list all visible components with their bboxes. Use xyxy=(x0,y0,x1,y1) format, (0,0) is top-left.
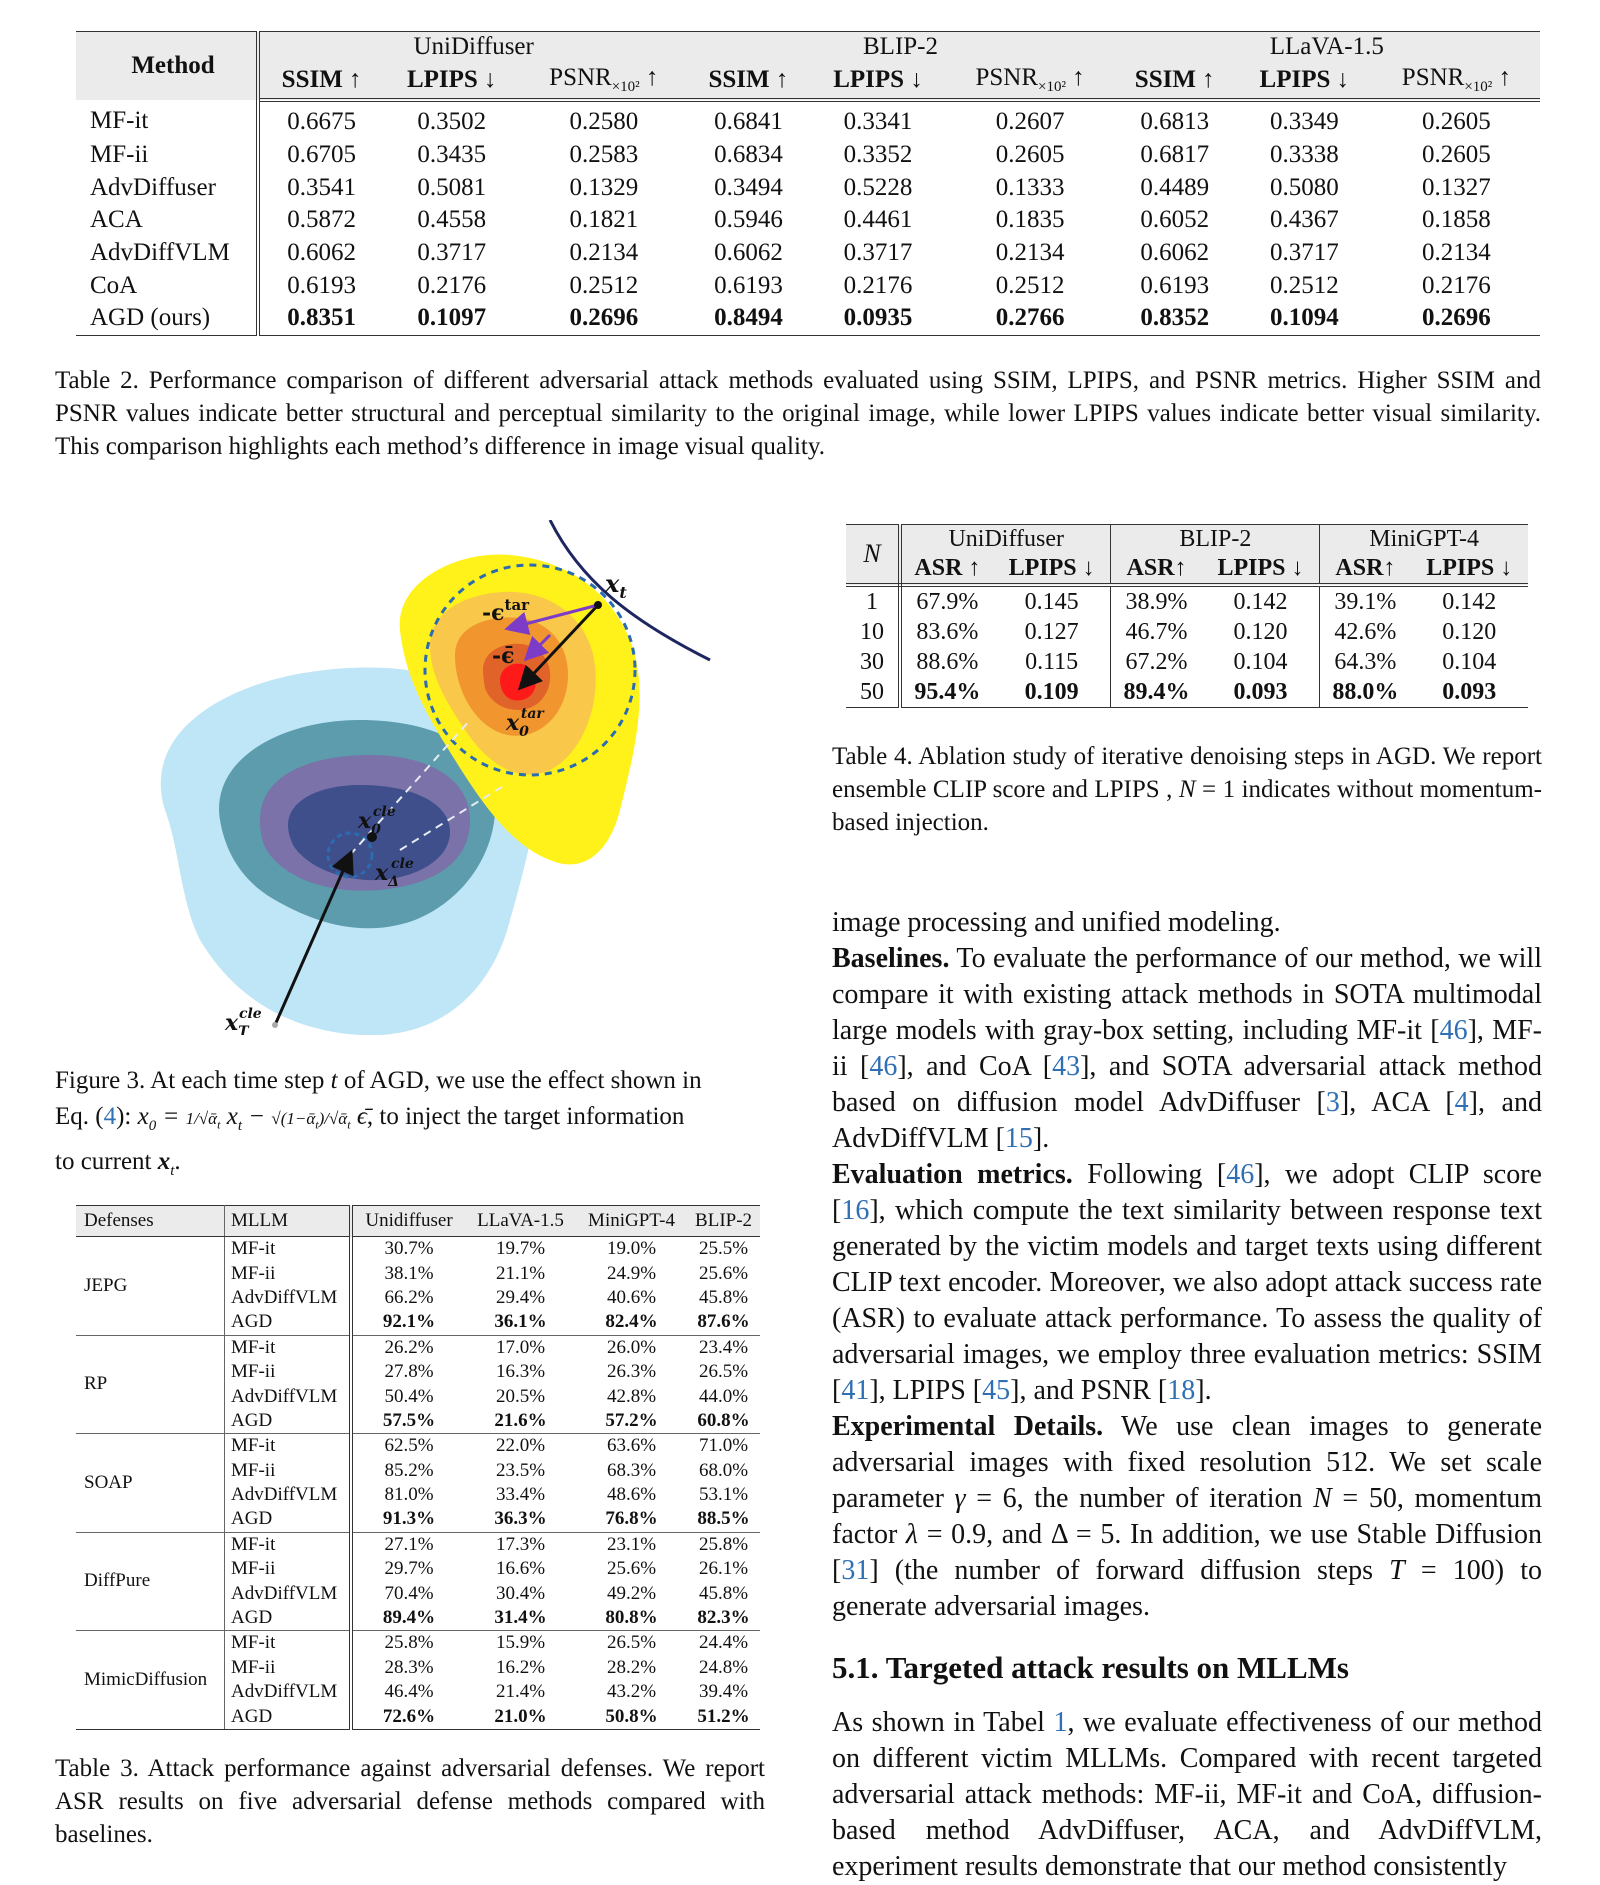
mllm-cell: AGD xyxy=(225,1507,352,1532)
value-cell: 66.2% xyxy=(384,1286,434,1308)
value-cell: 0.8494 xyxy=(687,302,809,335)
group-header: BLIP-2 xyxy=(1111,525,1320,554)
col-header-ssim: SSIM ↑ xyxy=(687,62,809,100)
mllm-cell: MF-it xyxy=(225,1532,352,1557)
value-cell: 15.9% xyxy=(495,1632,546,1654)
value-cell: 82.4% xyxy=(576,1310,687,1335)
paragraph-evaluation: Evaluation metrics. Following [46], we adopt CLIP score [16], which compute the text similarity between response text generated by the victim models and target texts using different CLIP text encoder. Moreover, we also adopt attack success rate (ASR) to evaluate attack performance. To assess the quality of adversarial images, we employ three evaluation metrics: SSIM [41], LPIPS [45], and PSNR [18]. xyxy=(832,1159,1542,1406)
table-4 xyxy=(846,524,1528,708)
value-cell: 0.5228 xyxy=(843,173,913,201)
value-cell: 0.6193 xyxy=(1140,271,1210,299)
col-header-psnr: $PSNR_{\times 10^2}$ ↑ xyxy=(947,62,1114,100)
mllm-cell: AGD xyxy=(225,1606,352,1631)
mllm-cell: AGD xyxy=(225,1310,352,1335)
value-cell: 0.3338 xyxy=(1269,141,1339,169)
value-cell: 45.8% xyxy=(699,1582,749,1604)
col-header-asr: ASR ↑ xyxy=(900,553,993,585)
value-cell: 28.2% xyxy=(606,1656,657,1678)
value-cell: 26.5% xyxy=(606,1632,657,1654)
col-header-defenses: Defenses xyxy=(76,1206,225,1237)
value-cell: 0.6062 xyxy=(287,239,356,267)
value-cell: 21.4% xyxy=(495,1681,546,1703)
value-cell: 21.6% xyxy=(465,1409,576,1434)
value-cell: 0.2605 xyxy=(995,141,1065,169)
value-cell: 42.8% xyxy=(606,1385,657,1407)
value-cell: 0.4489 xyxy=(1140,173,1210,201)
value-cell: 26.0% xyxy=(606,1336,657,1358)
value-cell: 0.2512 xyxy=(1269,271,1339,299)
mllm-cell: AdvDiffVLM xyxy=(225,1680,352,1704)
value-cell: 87.6% xyxy=(687,1310,760,1335)
defense-cell: DiffPure xyxy=(76,1532,225,1631)
equation: $x_0$ = 1/√ᾱ$_t$ $x_t$ − √(1−ᾱ$_t$)/√ᾱ$_t$ ϵ̄ xyxy=(137,1103,367,1134)
value-cell: 0.2605 xyxy=(1422,141,1491,169)
xt-point xyxy=(594,601,602,609)
table-2 xyxy=(76,31,1540,336)
value-cell: 0.1097 xyxy=(383,302,520,335)
value-cell: 36.1% xyxy=(465,1310,576,1335)
value-cell: 64.3% xyxy=(1334,648,1397,675)
col-header-ssim: SSIM ↑ xyxy=(1114,62,1236,100)
value-cell: 85.2% xyxy=(384,1459,434,1481)
value-cell: 0.120 xyxy=(1442,618,1497,645)
value-cell: 82.3% xyxy=(687,1606,760,1631)
label-xT: $x_Tcle$ xyxy=(225,1006,262,1035)
body-text: As shown in Tabel 1, we evaluate effectiveness of our method on different victim MLLMs. Compared with recent targeted adversarial attack methods: MF-ii, MF-it and CoA, diffusion-based method AdvDiffuser, ACA, and AdvDiffVLM, experiment results demonstrate that our method consistently xyxy=(832,1707,1542,1882)
mllm-cell: MF-ii xyxy=(225,1459,352,1483)
value-cell: 0.2580 xyxy=(569,108,639,136)
value-cell: 0.3352 xyxy=(843,141,913,169)
col-header-psnr: $PSNR_{\times 10^2}$ ↑ xyxy=(1373,62,1540,100)
value-cell: 23.5% xyxy=(495,1459,546,1481)
value-cell: 0.145 xyxy=(993,585,1111,617)
figure-3 xyxy=(110,520,720,1035)
col-header: LLaVA-1.5 xyxy=(465,1206,576,1237)
value-cell: 0.6193 xyxy=(714,271,783,299)
col-header-mllm: MLLM xyxy=(225,1206,352,1237)
value-cell: 29.4% xyxy=(495,1286,546,1308)
value-cell: 43.2% xyxy=(606,1681,657,1703)
value-cell: 0.2512 xyxy=(569,271,639,299)
table-row xyxy=(846,617,1528,647)
value-cell: 42.6% xyxy=(1334,618,1397,645)
label-xt: $x_t$ xyxy=(605,569,627,602)
value-cell: 0.8351 xyxy=(258,302,383,335)
value-cell: 40.6% xyxy=(606,1286,657,1308)
figure-3-caption: Figure 3. At each time step t of AGD, we use the effect shown in Eq. (4): $x_0$ = 1/√ᾱ$_t$ $x_t$ − √(1−ᾱ$_t$)/√ᾱ$_t$ ϵ̄, to inject the target information to current $x_t$. xyxy=(55,1067,702,1179)
method-cell: AGD (ours) xyxy=(76,302,258,335)
value-cell: 0.2605 xyxy=(1422,108,1491,136)
col-header-lpips: LPIPS ↓ xyxy=(1236,62,1373,100)
value-cell: 48.6% xyxy=(606,1484,657,1506)
mllm-cell: AdvDiffVLM xyxy=(225,1286,352,1310)
value-cell: 0.3435 xyxy=(417,141,487,169)
value-cell: 76.8% xyxy=(576,1507,687,1532)
value-cell: 81.0% xyxy=(384,1484,434,1506)
value-cell: 44.0% xyxy=(699,1385,749,1407)
value-cell: 0.109 xyxy=(993,677,1111,708)
paragraph: image processing and unified modeling. xyxy=(832,907,1281,938)
value-cell: 57.2% xyxy=(576,1409,687,1434)
value-cell: 0.4558 xyxy=(417,206,487,234)
value-cell: 0.2134 xyxy=(569,239,639,267)
value-cell: 16.3% xyxy=(495,1361,546,1383)
value-cell: 0.3349 xyxy=(1269,108,1339,136)
table-row xyxy=(76,269,1540,302)
value-cell: 50.8% xyxy=(576,1704,687,1729)
group-header: LLaVA-1.5 xyxy=(1114,32,1540,63)
value-cell: 24.4% xyxy=(699,1632,749,1654)
value-cell: 51.2% xyxy=(687,1704,760,1729)
value-cell: 39.1% xyxy=(1334,588,1397,615)
value-cell: 0.2512 xyxy=(995,271,1065,299)
value-cell: 80.8% xyxy=(576,1606,687,1631)
table-row xyxy=(76,204,1540,237)
method-cell: MF-ii xyxy=(76,139,258,172)
value-cell: 0.1858 xyxy=(1422,206,1491,234)
method-cell: AdvDiffVLM xyxy=(76,237,258,270)
value-cell: 19.7% xyxy=(495,1238,546,1260)
value-cell: 20.5% xyxy=(495,1385,546,1407)
value-cell: 17.3% xyxy=(495,1533,546,1555)
mllm-cell: MF-ii xyxy=(225,1656,352,1680)
col-header-ssim: SSIM ↑ xyxy=(258,62,383,100)
value-cell: 60.8% xyxy=(687,1409,760,1434)
n-header: N xyxy=(846,525,900,586)
table-row xyxy=(76,1335,760,1360)
group-header: MiniGPT-4 xyxy=(1320,525,1528,554)
value-cell: 0.6062 xyxy=(714,239,783,267)
table-row xyxy=(76,237,1540,270)
value-cell: 70.4% xyxy=(384,1582,434,1604)
paragraph-baselines: Baselines. To evaluate the performance of our method, we will compare it with existing attack methods in SOTA multimodal large models with gray-box setting, including MF-it [46], MF-ii [46], and CoA [43], and SOTA adversarial attack method based on diffusion model AdvDiffuser [3], ACA [4], and AdvDiffVLM [15]. xyxy=(832,943,1543,1154)
value-cell: 57.5% xyxy=(351,1409,465,1434)
paragraph-experimental: Experimental Details. We use clean images to generate adversarial images with fixed resolution 512. We set scale parameter γ = 6, the number of iteration N = 50, momentum factor λ = 0.9, and Δ = 5. In addition, we use Stable Diffusion [31] (the number of forward diffusion steps T = 100) to generate adversarial images. xyxy=(832,1411,1542,1622)
group-header: BLIP-2 xyxy=(687,32,1113,63)
value-cell: 0.8352 xyxy=(1114,302,1236,335)
value-cell: 89.4% xyxy=(1111,677,1202,708)
value-cell: 0.120 xyxy=(1202,617,1320,647)
col-header-lpips: LPIPS ↓ xyxy=(1411,553,1528,585)
value-cell: 21.0% xyxy=(465,1704,576,1729)
value-cell: 0.2176 xyxy=(843,271,913,299)
method-cell: AdvDiffuser xyxy=(76,171,258,204)
value-cell: 0.1333 xyxy=(995,173,1065,201)
value-cell: 0.093 xyxy=(1202,677,1320,708)
value-cell: 23.4% xyxy=(699,1336,749,1358)
value-cell: 50.4% xyxy=(384,1385,434,1407)
value-cell: 25.6% xyxy=(606,1558,657,1580)
value-cell: 88.5% xyxy=(687,1507,760,1532)
mllm-cell: MF-ii xyxy=(225,1360,352,1384)
col-header: BLIP-2 xyxy=(687,1206,760,1237)
value-cell: 91.3% xyxy=(351,1507,465,1532)
value-cell: 95.4% xyxy=(900,677,993,708)
table-3 xyxy=(76,1205,760,1730)
label-x0-tar: $x_0tar$ xyxy=(506,706,544,740)
defense-cell: MimicDiffusion xyxy=(76,1631,225,1730)
value-cell: 0.5946 xyxy=(714,206,783,234)
value-cell: 24.8% xyxy=(699,1656,749,1678)
value-cell: 27.1% xyxy=(384,1533,434,1555)
value-cell: 25.6% xyxy=(699,1262,749,1284)
mllm-cell: MF-it xyxy=(225,1335,352,1360)
value-cell: 16.2% xyxy=(495,1656,546,1678)
value-cell: 68.3% xyxy=(606,1459,657,1481)
n-cell: 30 xyxy=(846,647,900,677)
value-cell: 19.0% xyxy=(606,1238,657,1260)
defense-cell: RP xyxy=(76,1335,225,1434)
value-cell: 38.9% xyxy=(1125,588,1188,615)
col-header-asr: ASR↑ xyxy=(1320,553,1411,585)
label-x0-cle: $x_0cle$ xyxy=(358,804,396,838)
table-2-caption: Table 2. Performance comparison of different adversarial attack methods evaluated using SSIM, LPIPS, and PSNR metrics. Higher SSIM and PSNR values indicate better structural and perceptual similarity to the original image, while lower LPIPS values indicate better visual similarity. This comparison highlights each method’s difference in image visual quality. xyxy=(55,367,1541,460)
value-cell: 49.2% xyxy=(606,1582,657,1604)
value-cell: 27.8% xyxy=(384,1361,434,1383)
value-cell: 0.3502 xyxy=(417,108,487,136)
value-cell: 0.6705 xyxy=(287,141,356,169)
xT-point xyxy=(272,1022,278,1028)
red-core xyxy=(500,664,536,701)
value-cell: 0.142 xyxy=(1442,588,1497,615)
value-cell: 67.2% xyxy=(1125,648,1188,675)
value-cell: 0.2583 xyxy=(569,141,639,169)
value-cell: 0.4367 xyxy=(1269,206,1339,234)
value-cell: 0.6193 xyxy=(287,271,356,299)
value-cell: 0.2696 xyxy=(520,302,687,335)
value-cell: 68.0% xyxy=(699,1459,749,1481)
defense-cell: JEPG xyxy=(76,1237,225,1336)
value-cell: 0.6062 xyxy=(1140,239,1210,267)
group-header: UniDiffuser xyxy=(258,32,687,63)
value-cell: 0.093 xyxy=(1411,677,1528,708)
value-cell: 62.5% xyxy=(384,1435,434,1457)
value-cell: 0.3717 xyxy=(417,239,487,267)
table-row xyxy=(76,1237,760,1262)
method-cell: CoA xyxy=(76,269,258,302)
table-row xyxy=(76,139,1540,172)
method-cell: MF-it xyxy=(76,100,258,139)
n-cell: 10 xyxy=(846,617,900,647)
mllm-cell: AdvDiffVLM xyxy=(225,1483,352,1507)
value-cell: 0.3717 xyxy=(843,239,913,267)
value-cell: 88.6% xyxy=(916,648,979,675)
group-header: UniDiffuser xyxy=(900,525,1111,554)
value-cell: 0.3717 xyxy=(1269,239,1339,267)
value-cell: 26.5% xyxy=(699,1361,749,1383)
value-cell: 0.0935 xyxy=(810,302,947,335)
table-row xyxy=(846,677,1528,708)
label-x-delta: $x_\Delta cle$ xyxy=(375,856,414,890)
value-cell: 25.8% xyxy=(384,1632,434,1654)
value-cell: 0.2134 xyxy=(1422,239,1491,267)
mllm-cell: MF-ii xyxy=(225,1261,352,1285)
value-cell: 33.4% xyxy=(495,1484,546,1506)
value-cell: 16.6% xyxy=(495,1558,546,1580)
value-cell: 0.104 xyxy=(1442,648,1497,675)
value-cell: 26.3% xyxy=(606,1361,657,1383)
value-cell: 0.2766 xyxy=(947,302,1114,335)
value-cell: 0.6675 xyxy=(287,108,356,136)
value-cell: 88.0% xyxy=(1320,677,1411,708)
value-cell: 21.1% xyxy=(495,1262,546,1284)
value-cell: 0.1094 xyxy=(1236,302,1373,335)
value-cell: 46.4% xyxy=(384,1681,434,1703)
value-cell: 53.1% xyxy=(699,1484,749,1506)
label-eps-bar: -ϵ̄ xyxy=(492,643,515,669)
value-cell: 30.4% xyxy=(495,1582,546,1604)
col-header-lpips: LPIPS ↓ xyxy=(383,62,520,100)
value-cell: 25.8% xyxy=(699,1533,749,1555)
value-cell: 36.3% xyxy=(465,1507,576,1532)
method-header: Method xyxy=(76,32,258,101)
value-cell: 0.4461 xyxy=(843,206,913,234)
value-cell: 0.1821 xyxy=(569,206,639,234)
value-cell: 31.4% xyxy=(465,1606,576,1631)
mllm-cell: MF-it xyxy=(225,1434,352,1459)
value-cell: 23.1% xyxy=(606,1533,657,1555)
table-4-caption: Table 4. Ablation study of iterative denoising steps in AGD. We report ensemble CLIP score and LPIPS , N = 1 indicates without momentum-based injection. xyxy=(832,743,1542,836)
value-cell: 67.9% xyxy=(916,588,979,615)
value-cell: 83.6% xyxy=(916,618,979,645)
value-cell: 0.3494 xyxy=(714,173,783,201)
value-cell: 0.115 xyxy=(993,647,1111,677)
n-cell: 50 xyxy=(846,677,900,708)
value-cell: 0.2176 xyxy=(417,271,487,299)
body-text xyxy=(832,905,1542,1625)
defense-cell: SOAP xyxy=(76,1434,225,1533)
value-cell: 38.1% xyxy=(384,1262,434,1284)
col-header-asr: ASR↑ xyxy=(1111,553,1202,585)
value-cell: 0.1329 xyxy=(569,173,639,201)
value-cell: 72.6% xyxy=(351,1704,465,1729)
value-cell: 71.0% xyxy=(699,1435,749,1457)
value-cell: 26.2% xyxy=(384,1336,434,1358)
value-cell: 0.5872 xyxy=(287,206,356,234)
value-cell: 0.2176 xyxy=(1422,271,1491,299)
col-header: Unidiffuser xyxy=(351,1206,465,1237)
mllm-cell: AdvDiffVLM xyxy=(225,1384,352,1408)
section-heading: 5.1. Targeted attack results on MLLMs xyxy=(832,1650,1349,1685)
table-row xyxy=(846,647,1528,677)
value-cell: 25.5% xyxy=(699,1238,749,1260)
value-cell: 46.7% xyxy=(1125,618,1188,645)
value-cell: 92.1% xyxy=(351,1310,465,1335)
value-cell: 0.2607 xyxy=(995,108,1065,136)
value-cell: 0.5081 xyxy=(417,173,487,201)
mllm-cell: MF-it xyxy=(225,1631,352,1656)
table-row xyxy=(76,1532,760,1557)
value-cell: 0.3541 xyxy=(287,173,356,201)
n-cell: 1 xyxy=(846,585,900,617)
value-cell: 22.0% xyxy=(495,1435,546,1457)
mllm-cell: AGD xyxy=(225,1409,352,1434)
value-cell: 0.2134 xyxy=(995,239,1065,267)
method-cell: ACA xyxy=(76,204,258,237)
mllm-cell: MF-ii xyxy=(225,1557,352,1581)
table-row xyxy=(76,1434,760,1459)
table-row xyxy=(76,171,1540,204)
table-row xyxy=(846,585,1528,617)
value-cell: 0.1835 xyxy=(995,206,1065,234)
value-cell: 0.5080 xyxy=(1269,173,1339,201)
mllm-cell: AGD xyxy=(225,1704,352,1729)
value-cell: 0.104 xyxy=(1202,647,1320,677)
value-cell: 89.4% xyxy=(351,1606,465,1631)
col-header: MiniGPT-4 xyxy=(576,1206,687,1237)
value-cell: 0.6052 xyxy=(1140,206,1210,234)
value-cell: 45.8% xyxy=(699,1286,749,1308)
value-cell: 30.7% xyxy=(384,1238,434,1260)
col-header-lpips: LPIPS ↓ xyxy=(993,553,1111,585)
label-eps-tar: $-\epsilon^{tar}$ xyxy=(482,596,530,626)
col-header-lpips: LPIPS ↓ xyxy=(1202,553,1320,585)
value-cell: 0.2696 xyxy=(1373,302,1540,335)
value-cell: 0.6817 xyxy=(1140,141,1210,169)
value-cell: 24.9% xyxy=(606,1262,657,1284)
value-cell: 39.4% xyxy=(699,1681,749,1703)
col-header-psnr: $PSNR_{\times 10^2}$ ↑ xyxy=(520,62,687,100)
col-header-lpips: LPIPS ↓ xyxy=(810,62,947,100)
table-3-caption: Table 3. Attack performance against adversarial defenses. We report ASR results on five adversarial defense methods compared with baselines. xyxy=(55,1755,765,1848)
value-cell: 26.1% xyxy=(699,1558,749,1580)
mllm-cell: MF-it xyxy=(225,1237,352,1262)
table-row xyxy=(76,1631,760,1656)
value-cell: 0.6834 xyxy=(714,141,783,169)
value-cell: 0.6813 xyxy=(1140,108,1210,136)
table-row xyxy=(76,302,1540,335)
value-cell: 0.127 xyxy=(993,617,1111,647)
mllm-cell: AdvDiffVLM xyxy=(225,1581,352,1605)
value-cell: 0.6841 xyxy=(714,108,783,136)
value-cell: 0.142 xyxy=(1202,585,1320,617)
value-cell: 17.0% xyxy=(495,1336,546,1358)
table-row xyxy=(76,100,1540,139)
value-cell: 63.6% xyxy=(606,1435,657,1457)
value-cell: 29.7% xyxy=(384,1558,434,1580)
value-cell: 0.1327 xyxy=(1422,173,1491,201)
value-cell: 0.3341 xyxy=(843,108,913,136)
value-cell: 28.3% xyxy=(384,1656,434,1678)
